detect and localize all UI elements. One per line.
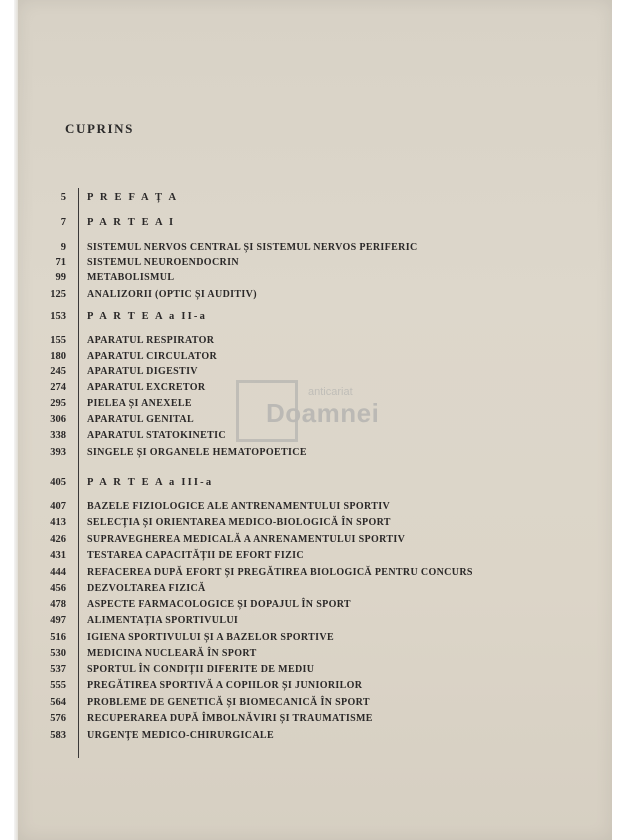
toc-page-number: 7 — [60, 217, 66, 228]
toc-page-number: 71 — [55, 257, 66, 268]
toc-page-number: 413 — [50, 517, 66, 528]
page-title: CUPRINS — [65, 121, 134, 136]
toc-entry-title: P A R T E A a III-a — [87, 477, 214, 488]
toc-entry-title: IGIENA SPORTIVULUI ȘI A BAZELOR SPORTIVE — [87, 632, 334, 643]
toc-entry-title: MEDICINA NUCLEARĂ ÎN SPORT — [87, 648, 257, 659]
toc-page-number: 564 — [50, 697, 66, 708]
toc-page-number: 155 — [50, 335, 66, 346]
toc-page-number: 583 — [50, 730, 66, 741]
toc-entry-title: SISTEMUL NERVOS CENTRAL ȘI SISTEMUL NERVOS PERIFERIC — [87, 242, 418, 253]
toc-page-number: 393 — [50, 447, 66, 458]
toc-entry-title: PIELEA ȘI ANEXELE — [87, 398, 192, 409]
toc-page-number: 9 — [60, 242, 66, 253]
toc-entry-title: APARATUL DIGESTIV — [87, 366, 198, 377]
watermark-big-text: Doamnei — [266, 398, 380, 428]
toc-page-number: 478 — [50, 599, 66, 610]
toc-page-number: 338 — [50, 430, 66, 441]
toc-page-number: 530 — [50, 648, 66, 659]
toc-entry-title: APARATUL GENITAL — [87, 414, 195, 425]
toc-page-number: 456 — [50, 583, 66, 594]
toc-entry-title: ASPECTE FARMACOLOGICE ȘI DOPAJUL ÎN SPORT — [87, 599, 351, 610]
toc-entry-title: DEZVOLTAREA FIZICĂ — [87, 583, 206, 594]
toc-entry-title: ANALIZORII (OPTIC ȘI AUDITIV) — [87, 289, 257, 300]
toc-page-number: 125 — [50, 289, 66, 300]
toc-entry-title: ALIMENTAȚIA SPORTIVULUI — [87, 615, 239, 626]
toc-page-number: 405 — [50, 477, 66, 488]
toc-entry-title: APARATUL RESPIRATOR — [87, 335, 215, 346]
toc-page-number: 99 — [55, 272, 66, 283]
toc-entry-title: URGENȚE MEDICO-CHIRURGICALE — [87, 730, 274, 741]
toc-page-number: 426 — [50, 534, 66, 545]
toc-entry-title: SUPRAVEGHEREA MEDICALĂ A ANRENAMENTULUI SPORTIV — [87, 534, 406, 545]
toc-page-number: 5 — [60, 192, 66, 203]
toc-page-number: 537 — [50, 664, 66, 675]
toc-page-number: 555 — [50, 680, 66, 691]
watermark-small-text: anticariat — [308, 386, 353, 398]
toc-entry-title: P A R T E A I — [87, 217, 176, 228]
toc-entry-title: METABOLISMUL — [87, 272, 175, 283]
toc-page-number: 497 — [50, 615, 66, 626]
toc-page-number: 245 — [50, 366, 66, 377]
toc-entry-title: P R E F A Ț A — [87, 192, 179, 203]
toc-entry-title: REFACEREA DUPĂ EFORT ȘI PREGĂTIREA BIOLOGICĂ PENTRU CONCURS — [87, 567, 473, 578]
toc-page-number: 444 — [50, 567, 66, 578]
toc-entry-title: PROBLEME DE GENETICĂ ȘI BIOMECANICĂ ÎN SPORT — [87, 697, 370, 708]
toc-entry-title: PREGĂTIREA SPORTIVĂ A COPIILOR ȘI JUNIORILOR — [87, 680, 363, 691]
toc-entry-title: BAZELE FIZIOLOGICE ALE ANTRENAMENTULUI SPORTIV — [87, 501, 391, 512]
toc-page-number: 295 — [50, 398, 66, 409]
toc-entry-title: TESTAREA CAPACITĂȚII DE EFORT FIZIC — [87, 550, 304, 561]
toc-entry-title: P A R T E A a II-a — [87, 311, 208, 322]
toc-page-number: 576 — [50, 713, 66, 724]
toc-page-number: 516 — [50, 632, 66, 643]
toc-page-number: 180 — [50, 351, 66, 362]
toc-page-number: 153 — [50, 311, 66, 322]
toc-entry-title: RECUPERAREA DUPĂ ÎMBOLNĂVIRI ȘI TRAUMATISME — [87, 713, 373, 724]
toc-entry-title: APARATUL EXCRETOR — [87, 382, 206, 393]
toc-page-number: 274 — [50, 382, 66, 393]
toc-page-number: 431 — [50, 550, 66, 561]
toc-entry-title: SELECȚIA ȘI ORIENTAREA MEDICO-BIOLOGICĂ ÎN SPORT — [87, 517, 391, 528]
toc-page-number: 306 — [50, 414, 66, 425]
toc-page-number: 407 — [50, 501, 66, 512]
toc-entry-title: SINGELE ȘI ORGANELE HEMATOPOETICE — [87, 447, 307, 458]
toc-entry-title: SPORTUL ÎN CONDIȚII DIFERITE DE MEDIU — [87, 664, 315, 675]
toc-entry-title: APARATUL STATOKINETIC — [87, 430, 226, 441]
toc-entry-title: APARATUL CIRCULATOR — [87, 351, 218, 362]
toc-entry-title: SISTEMUL NEUROENDOCRIN — [87, 257, 239, 268]
